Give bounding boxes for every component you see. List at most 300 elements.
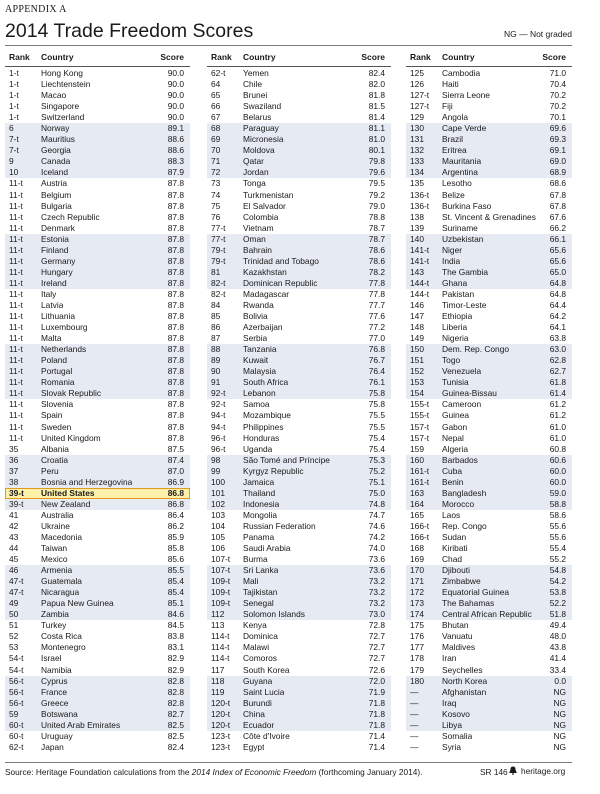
country-cell: Taiwan — [41, 543, 68, 554]
table-row — [5, 145, 190, 156]
score-cell: 61.8 — [549, 377, 566, 388]
country-cell: Niger — [442, 244, 463, 255]
country-cell: Egypt — [243, 741, 265, 752]
table-row — [207, 676, 391, 687]
table-row — [207, 488, 391, 499]
table-row — [406, 399, 572, 410]
ng-legend-note: NG — Not graded — [503, 29, 572, 39]
country-cell: Angola — [442, 112, 469, 123]
score-cell: 87.8 — [167, 355, 184, 366]
rank-cell: 68 — [211, 123, 221, 134]
rank-cell: 139 — [410, 222, 424, 233]
score-cell: 77.8 — [368, 288, 385, 299]
score-cell: 87.8 — [167, 399, 184, 410]
country-cell: Armenia — [41, 565, 73, 576]
country-cell: Madagascar — [243, 288, 290, 299]
score-cell: 82.5 — [167, 719, 184, 730]
rank-cell: 169 — [410, 554, 424, 565]
rank-cell: 47-t — [9, 587, 24, 598]
country-cell: Latvia — [41, 299, 64, 310]
rank-cell: 130 — [410, 123, 424, 134]
score-cell: 75.1 — [368, 476, 385, 487]
rank-cell: 92-t — [211, 388, 226, 399]
rank-cell: 155-t — [410, 399, 430, 410]
score-cell: 82.8 — [167, 697, 184, 708]
rank-cell: 82-t — [211, 288, 226, 299]
score-cell: 87.8 — [167, 277, 184, 288]
country-cell: Belgium — [41, 189, 72, 200]
score-cell: 81.1 — [368, 123, 385, 134]
score-cell: 77.6 — [368, 311, 385, 322]
country-cell: Thailand — [243, 487, 276, 498]
table-row — [5, 234, 190, 245]
table-row — [207, 510, 391, 521]
score-cell: 69.3 — [549, 134, 566, 145]
rank-cell: 152 — [410, 366, 424, 377]
table-row — [406, 267, 572, 278]
score-cell: 87.8 — [167, 200, 184, 211]
score-cell: 87.8 — [167, 222, 184, 233]
table-row — [406, 709, 572, 720]
country-cell: Guyana — [243, 675, 273, 686]
score-cell: 62.7 — [549, 366, 566, 377]
rank-cell: 62-t — [211, 68, 226, 78]
table-row — [5, 355, 190, 366]
score-cell: 60.8 — [549, 443, 566, 454]
table-row — [5, 720, 190, 731]
rank-cell: 90 — [211, 366, 221, 377]
table-row — [207, 731, 391, 742]
country-cell: Guinea-Bissau — [442, 388, 497, 399]
country-cell: Turkmenistan — [243, 189, 294, 200]
score-cell: 87.8 — [167, 288, 184, 299]
rank-cell: 176 — [410, 631, 424, 642]
rank-cell: 42 — [9, 520, 19, 531]
table-row — [406, 322, 572, 333]
rank-cell: 91 — [211, 377, 221, 388]
score-cell: 78.2 — [368, 266, 385, 277]
rank-cell: 118 — [211, 675, 225, 686]
country-cell: Namibia — [41, 664, 72, 675]
table-row — [406, 145, 572, 156]
country-cell: Eritrea — [442, 145, 467, 156]
country-cell: Slovenia — [41, 399, 74, 410]
country-cell: Syria — [442, 741, 462, 752]
rank-cell: 70 — [211, 145, 221, 156]
table-row — [207, 388, 391, 399]
score-cell: 84.5 — [167, 620, 184, 631]
table-row — [5, 156, 190, 167]
score-cell: 79.5 — [368, 178, 385, 189]
table-row — [207, 455, 391, 466]
country-cell: Norway — [41, 123, 70, 134]
table-row — [207, 532, 391, 543]
table-row — [406, 587, 572, 598]
score-cell: 85.1 — [167, 598, 184, 609]
table-row — [406, 134, 572, 145]
score-cell: 85.4 — [167, 576, 184, 587]
score-cell: 79.0 — [368, 200, 385, 211]
rank-cell: 174 — [410, 609, 424, 620]
table-row — [5, 311, 190, 322]
rank-cell: 135 — [410, 178, 424, 189]
country-cell: Brunei — [243, 90, 268, 101]
table-row — [207, 178, 391, 189]
table-row — [5, 245, 190, 256]
country-cell: Belarus — [243, 112, 272, 123]
country-cell: South Korea — [243, 664, 290, 675]
rank-cell: — — [410, 686, 419, 697]
score-cell: 55.2 — [549, 554, 566, 565]
rank-cell: 134 — [410, 167, 424, 178]
page-title: 2014 Trade Freedom Scores — [5, 20, 254, 42]
score-cell: 71.8 — [368, 697, 385, 708]
table-row — [406, 388, 572, 399]
rank-cell: 161-t — [410, 476, 430, 487]
country-cell: Hungary — [41, 266, 73, 277]
table-row — [207, 112, 391, 123]
country-cell: South Africa — [243, 377, 289, 388]
rank-cell: 11-t — [9, 333, 23, 344]
score-cell: 90.0 — [167, 90, 184, 101]
rank-cell: 98 — [211, 454, 221, 465]
score-cell: 82.7 — [167, 708, 184, 719]
score-cell: 73.6 — [368, 565, 385, 576]
rank-cell: 11-t — [9, 233, 23, 244]
country-cell: Uganda — [243, 443, 273, 454]
score-cell: 86.9 — [167, 476, 184, 487]
rank-cell: 166-t — [410, 520, 430, 531]
table-row — [5, 676, 190, 687]
table-row — [5, 101, 190, 112]
rank-cell: 7-t — [9, 145, 19, 156]
table-row — [207, 521, 391, 532]
score-cell: 76.7 — [368, 355, 385, 366]
rank-cell: 46 — [9, 565, 19, 576]
table-row — [5, 410, 190, 421]
score-cell: 77.2 — [368, 322, 385, 333]
country-cell: Russian Federation — [243, 520, 316, 531]
table-row — [5, 377, 190, 388]
score-cell: 78.8 — [368, 211, 385, 222]
rank-cell: 113 — [211, 620, 225, 631]
score-cell: 87.8 — [167, 322, 184, 333]
rank-cell: — — [410, 697, 419, 708]
score-cell: 75.3 — [368, 454, 385, 465]
rank-cell: 79-t — [211, 244, 226, 255]
country-cell: Micronesia — [243, 134, 284, 145]
table-row — [5, 178, 190, 189]
table-row — [5, 665, 190, 676]
rank-cell: 155-t — [410, 410, 430, 421]
score-cell: 78.7 — [368, 233, 385, 244]
rank-cell: 160 — [410, 454, 424, 465]
country-cell: Equatorial Guinea — [442, 587, 510, 598]
table-row — [207, 234, 391, 245]
country-cell: Canada — [41, 156, 71, 167]
rank-cell: 82-t — [211, 277, 226, 288]
country-cell: Cuba — [442, 465, 463, 476]
score-cell: 73.2 — [368, 576, 385, 587]
rank-cell: 161-t — [410, 465, 430, 476]
score-cell: 87.0 — [167, 465, 184, 476]
score-cell: 90.0 — [167, 79, 184, 90]
rank-cell: 11-t — [9, 355, 23, 366]
score-cell: 87.8 — [167, 333, 184, 344]
source-suffix: (forthcoming January 2014). — [316, 767, 423, 777]
score-cell: 82.8 — [167, 675, 184, 686]
score-cell: 52.2 — [549, 598, 566, 609]
country-cell: Iran — [442, 653, 457, 664]
country-cell: Yemen — [243, 68, 269, 78]
header-rule — [406, 66, 572, 67]
table-row — [406, 123, 572, 134]
rank-cell: 71 — [211, 156, 221, 167]
rank-cell: 96-t — [211, 443, 226, 454]
table-row — [5, 333, 190, 344]
rank-cell: 54-t — [9, 664, 24, 675]
country-cell: Liberia — [442, 322, 468, 333]
table-row — [207, 554, 391, 565]
rank-cell: 11-t — [9, 388, 23, 399]
table-row — [406, 79, 572, 90]
rank-cell: 120-t — [211, 697, 231, 708]
country-cell: Luxembourg — [41, 322, 88, 333]
score-cell: 72.0 — [368, 675, 385, 686]
rank-cell: 64 — [211, 79, 221, 90]
country-cell: Trinidad and Tobago — [243, 255, 319, 266]
rank-cell: 47-t — [9, 576, 24, 587]
website-url[interactable]: heritage.org — [521, 766, 566, 776]
rank-cell: 6 — [9, 123, 14, 134]
country-cell: Macedonia — [41, 531, 82, 542]
table-row — [5, 212, 190, 223]
score-cell: 73.6 — [368, 554, 385, 565]
country-cell: Ireland — [41, 277, 67, 288]
table-row — [5, 576, 190, 587]
country-cell: Côte d'Ivoire — [243, 730, 290, 741]
score-cell: 67.6 — [549, 211, 566, 222]
country-cell: Kazakhstan — [243, 266, 287, 277]
rank-cell: 114-t — [211, 642, 230, 653]
rank-cell: 75 — [211, 200, 221, 211]
country-cell: Haiti — [442, 79, 459, 90]
country-cell: Pakistan — [442, 288, 475, 299]
rank-cell: 60-t — [9, 719, 24, 730]
score-cell: 71.8 — [368, 708, 385, 719]
country-cell: St. Vincent & Grenadines — [442, 211, 536, 222]
table-row — [406, 444, 572, 455]
rank-cell: 45 — [9, 554, 19, 565]
table-row — [406, 742, 572, 753]
rank-cell: 153 — [410, 377, 424, 388]
rank-cell: 154 — [410, 388, 424, 399]
country-cell: Lesotho — [442, 178, 472, 189]
country-cell: North Korea — [442, 675, 488, 686]
country-cell: Fiji — [442, 101, 453, 112]
table-row — [5, 112, 190, 123]
score-cell: 61.0 — [549, 421, 566, 432]
column-header — [207, 48, 391, 66]
rank-cell: 11-t — [9, 178, 23, 189]
rank-header: Rank — [9, 52, 30, 62]
rank-cell: 74 — [211, 189, 221, 200]
country-cell: Ghana — [442, 277, 468, 288]
table-row — [406, 333, 572, 344]
country-cell: Mali — [243, 576, 259, 587]
score-cell: 90.0 — [167, 112, 184, 123]
table-row — [406, 499, 572, 510]
table-row — [5, 499, 190, 510]
score-cell: 72.7 — [368, 642, 385, 653]
country-cell: Laos — [442, 509, 461, 520]
score-cell: 87.8 — [167, 299, 184, 310]
rank-cell: 102 — [211, 498, 225, 509]
table-row — [207, 90, 391, 101]
country-cell: Bahrain — [243, 244, 272, 255]
rank-cell: 180 — [410, 675, 424, 686]
country-cell: Malaysia — [243, 366, 277, 377]
rank-cell: 100 — [211, 476, 225, 487]
country-cell: Mauritius — [41, 134, 75, 145]
table-row — [5, 532, 190, 543]
country-cell: Kyrgyz Republic — [243, 465, 304, 476]
table-row — [406, 101, 572, 112]
rank-cell: 11-t — [9, 200, 23, 211]
score-cell: 48.0 — [549, 631, 566, 642]
table-row — [5, 642, 190, 653]
table-row — [406, 455, 572, 466]
rank-cell: 94-t — [211, 410, 226, 421]
score-cell: NG — [553, 708, 566, 719]
score-cell: 75.4 — [368, 432, 385, 443]
rank-cell: 36 — [9, 454, 19, 465]
rank-cell: 107-t — [211, 565, 231, 576]
score-cell: 63.0 — [549, 344, 566, 355]
country-cell: Papua New Guinea — [41, 598, 114, 609]
table-column-3 — [406, 48, 572, 753]
score-cell: 54.2 — [549, 576, 566, 587]
country-cell: Maldives — [442, 642, 476, 653]
table-row — [406, 543, 572, 554]
country-cell: Spain — [41, 410, 63, 421]
rank-cell: 109-t — [211, 587, 231, 598]
rank-cell: 164 — [410, 498, 424, 509]
report-id: SR 146 — [480, 767, 508, 777]
score-cell: 77.8 — [368, 277, 385, 288]
source-title: 2014 Index of Economic Freedom — [191, 767, 317, 777]
table-row — [406, 477, 572, 488]
table-row — [5, 278, 190, 289]
table-row — [207, 565, 391, 576]
rank-cell: 10 — [9, 167, 19, 178]
score-cell: 74.8 — [368, 498, 385, 509]
country-cell: The Bahamas — [442, 598, 495, 609]
score-cell: 74.0 — [368, 543, 385, 554]
rank-cell: 127-t — [410, 90, 430, 101]
score-cell: 70.2 — [549, 90, 566, 101]
table-column-2 — [207, 48, 391, 753]
table-row — [207, 333, 391, 344]
rank-cell: 72 — [211, 167, 221, 178]
table-row — [406, 620, 572, 631]
country-cell: Kuwait — [243, 355, 269, 366]
rank-cell: 79-t — [211, 255, 226, 266]
score-cell: 87.8 — [167, 377, 184, 388]
country-cell: Swaziland — [243, 101, 282, 112]
score-cell: 86.2 — [167, 520, 184, 531]
score-cell: 55.6 — [549, 520, 566, 531]
rank-cell: 172 — [410, 587, 424, 598]
table-row — [5, 433, 190, 444]
country-cell: Mauritania — [442, 156, 482, 167]
rank-cell: 114-t — [211, 653, 230, 664]
score-cell: 64.2 — [549, 311, 566, 322]
score-cell: 79.2 — [368, 189, 385, 200]
score-cell: 87.8 — [167, 255, 184, 266]
score-cell: 87.9 — [167, 167, 184, 178]
table-row — [5, 190, 190, 201]
country-cell: Lebanon — [243, 388, 276, 399]
table-row — [406, 532, 572, 543]
table-row — [207, 278, 391, 289]
score-cell: 88.3 — [167, 156, 184, 167]
score-cell: 75.2 — [368, 465, 385, 476]
country-cell: Australia — [41, 509, 74, 520]
score-cell: 65.0 — [549, 266, 566, 277]
rank-cell: 44 — [9, 543, 19, 554]
score-cell: 60.6 — [549, 454, 566, 465]
country-cell: Tonga — [243, 178, 266, 189]
rank-cell: 140 — [410, 233, 424, 244]
score-cell: 75.5 — [368, 410, 385, 421]
country-cell: Italy — [41, 288, 57, 299]
table-row — [5, 134, 190, 145]
score-cell: 72.6 — [368, 664, 385, 675]
rank-cell: 85 — [211, 311, 221, 322]
rank-cell: 170 — [410, 565, 424, 576]
country-cell: Bolivia — [243, 311, 268, 322]
country-cell: Romania — [41, 377, 75, 388]
score-cell: 71.9 — [368, 686, 385, 697]
rank-cell: 147 — [410, 311, 424, 322]
score-cell: 85.5 — [167, 565, 184, 576]
country-cell: India — [442, 255, 461, 266]
rank-cell: 109-t — [211, 598, 231, 609]
appendix-label: APPENDIX A — [5, 4, 67, 15]
country-cell: Georgia — [41, 145, 71, 156]
table-row — [5, 444, 190, 455]
country-cell: Tunisia — [442, 377, 469, 388]
rank-cell: 143 — [410, 266, 424, 277]
table-row — [406, 289, 572, 300]
score-cell: 87.8 — [167, 233, 184, 244]
table-row — [5, 256, 190, 267]
country-cell: France — [41, 686, 68, 697]
table-row — [207, 377, 391, 388]
country-cell: Djibouti — [442, 565, 470, 576]
country-cell: Uzbekistan — [442, 233, 484, 244]
rank-cell: 133 — [410, 156, 424, 167]
score-cell: 71.8 — [368, 719, 385, 730]
score-cell: 81.8 — [368, 90, 385, 101]
country-cell: Costa Rica — [41, 631, 82, 642]
table-row — [406, 433, 572, 444]
rank-cell: 11-t — [9, 266, 23, 277]
score-cell: 65.6 — [549, 255, 566, 266]
table-row — [207, 344, 391, 355]
country-cell: Ethiopia — [442, 311, 473, 322]
